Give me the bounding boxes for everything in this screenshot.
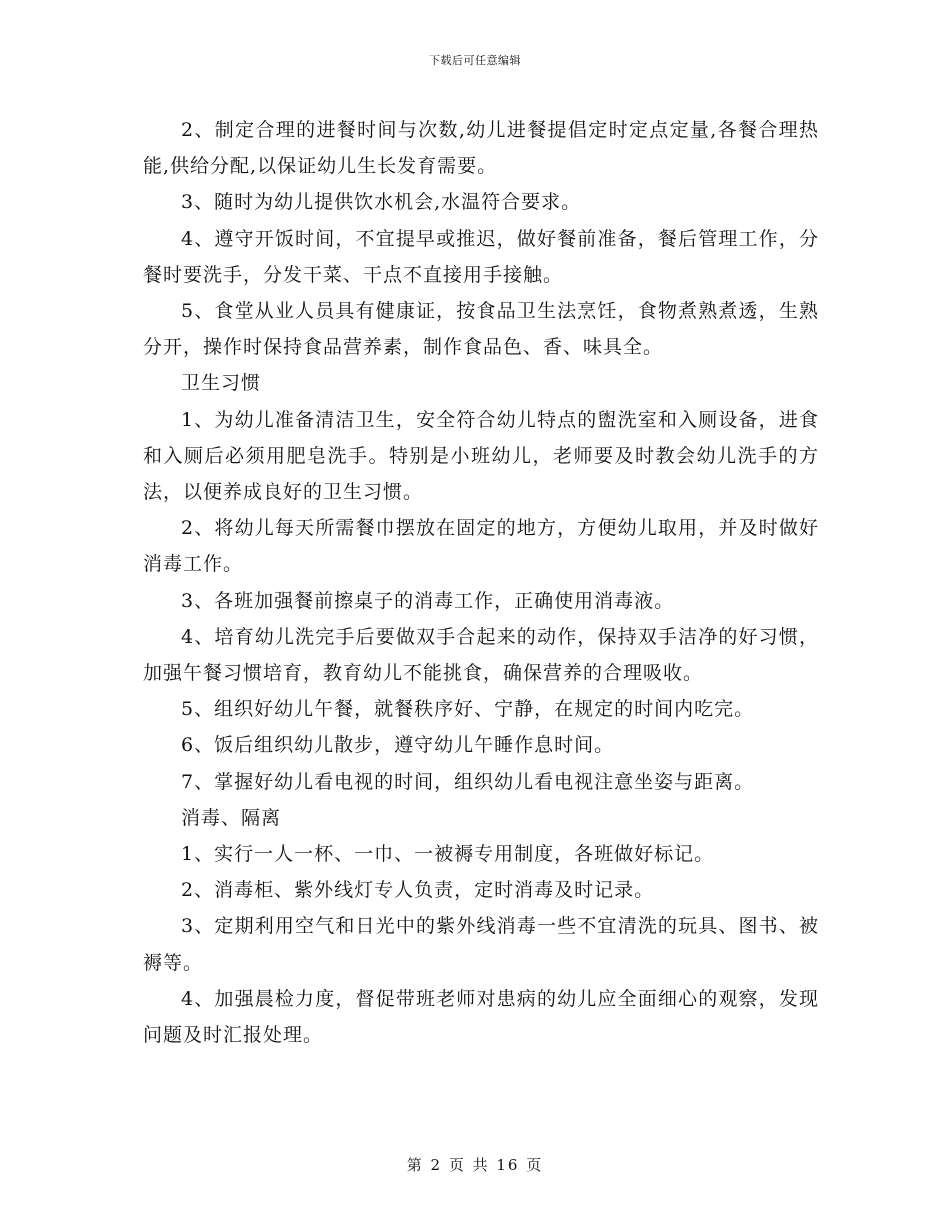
- paragraph-item: 3、定期利用空气和日光中的紫外线消毒一些不宜清洗的玩具、图书、被褥等。: [143, 915, 819, 974]
- paragraph-item: 3、随时为幼儿提供饮水机会,水温符合要求。: [181, 191, 582, 214]
- section-heading: 卫生习惯: [181, 372, 262, 395]
- paragraph-item: 4、培育幼儿洗完手后要做双手合起来的动作，保持双手洁净的好习惯，加强午餐习惯培育，教育幼儿不能挑食，确保营养的合理吸收。: [143, 625, 819, 685]
- paragraph-item: 4、遵守开饭时间，不宜提早或推迟，做好餐前准备，餐后管理工作，分餐时要洗手，分发干菜、干点不直接用手接触。: [143, 227, 819, 286]
- paragraph-item: 5、组织好幼儿午餐，就餐秩序好、宁静，在规定的时间内吃完。: [181, 698, 755, 721]
- page-number-footer: 第 2 页 共 16 页: [406, 1156, 544, 1174]
- paragraph-item: 2、将幼儿每天所需餐巾摆放在固定的地方，方便幼儿取用，并及时做好消毒工作。: [143, 517, 819, 576]
- paragraph-item: 7、掌握好幼儿看电视的时间，组织幼儿看电视注意坐姿与距离。: [181, 770, 755, 793]
- paragraph-item: 3、各班加强餐前擦桌子的消毒工作，正确使用消毒液。: [181, 589, 675, 612]
- section-heading: 消毒、隔离: [181, 806, 282, 829]
- paragraph-item: 2、消毒柜、紫外线灯专人负责，定时消毒及时记录。: [181, 879, 655, 902]
- paragraph-item: 1、实行一人一杯、一巾、一被褥专用制度，各班做好标记。: [181, 843, 715, 866]
- paragraph-item: 2、制定合理的进餐时间与次数,幼儿进餐提倡定时定点定量,各餐合理热能,供给分配,以保证幼儿生长发育需要。: [143, 119, 819, 178]
- paragraph-item: 5、食堂从业人员具有健康证，按食品卫生法烹饪，食物煮熟煮透，生熟分开，操作时保持食品营养素，制作食品色、香、味具全。: [143, 300, 819, 359]
- paragraph-item: 4、加强晨检力度，督促带班老师对患病的幼儿应全面细心的观察，发现问题及时汇报处理。: [143, 987, 819, 1047]
- paragraph-item: 6、饭后组织幼儿散步，遵守幼儿午睡作息时间。: [181, 734, 615, 757]
- document-body: [143, 112, 819, 1053]
- page-header-note: 下载后可任意编辑: [429, 54, 521, 67]
- paragraph-item: 1、为幼儿准备清洁卫生，安全符合幼儿特点的盥洗室和入厕设备，进食和入厕后必须用肥皂洗手。特别是小班幼儿，老师要及时教会幼儿洗手的方法，以便养成良好的卫生习惯。: [143, 408, 819, 504]
